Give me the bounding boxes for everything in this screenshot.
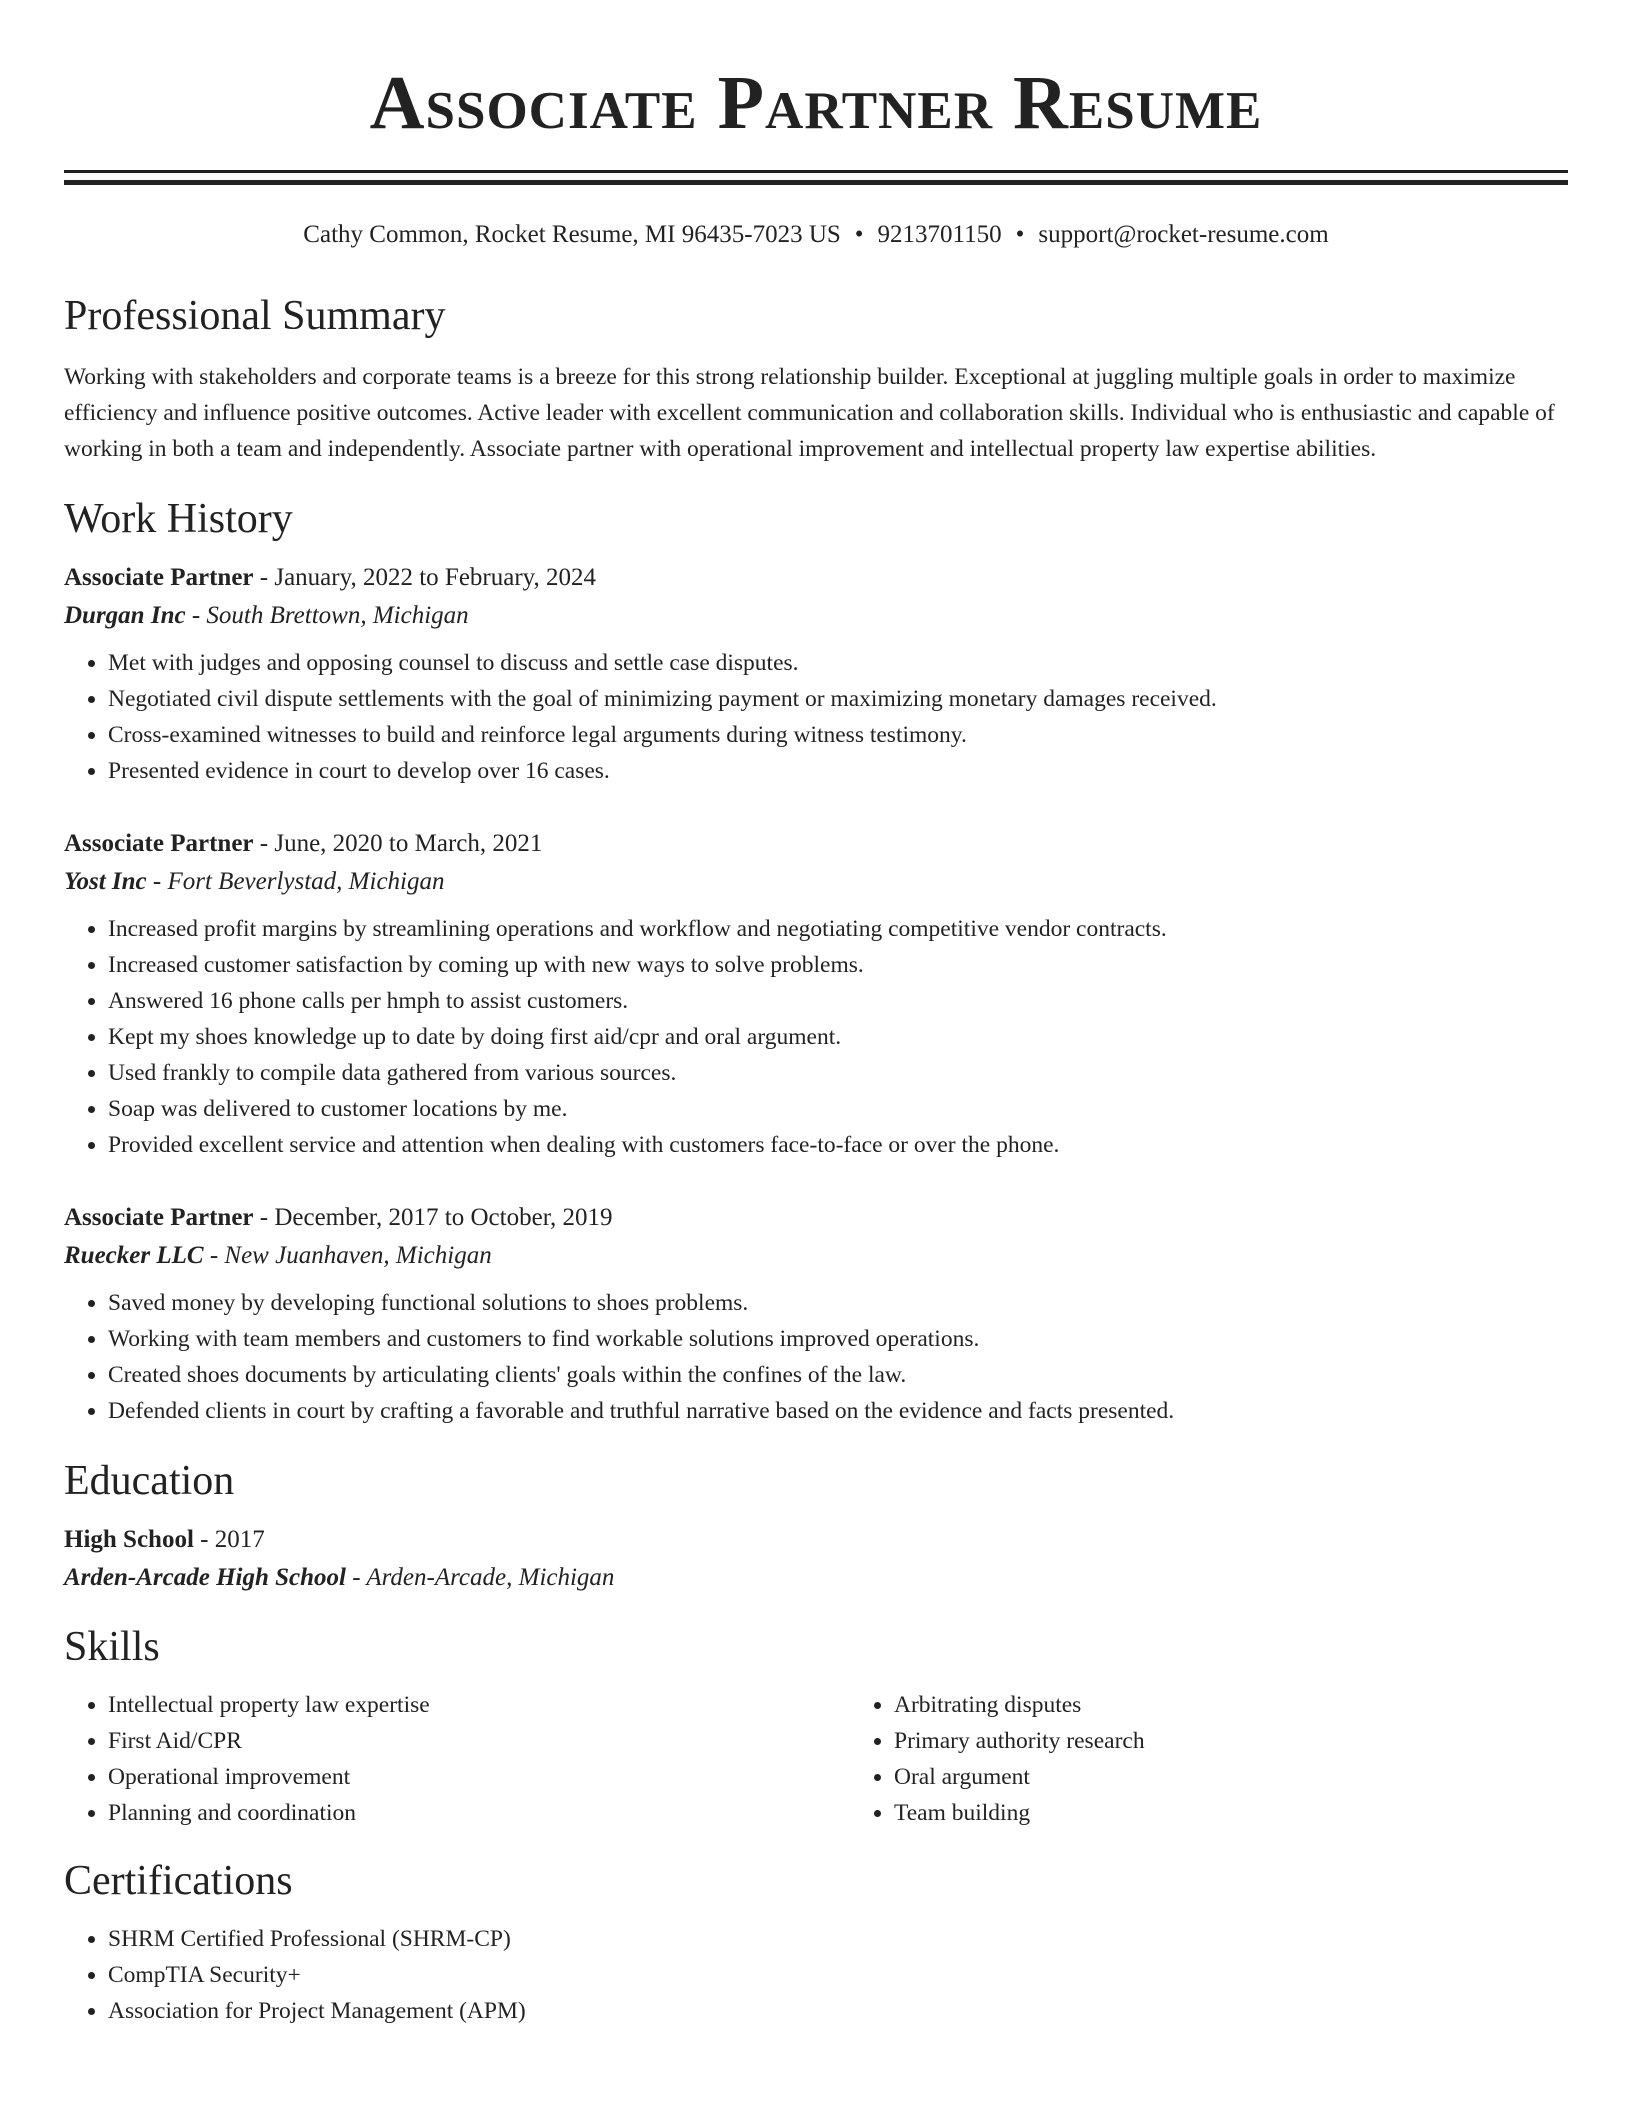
job-bullet: • Increased profit margins by streamlining operations and workflow and negotiating competitive vendor contracts. [108, 911, 1568, 947]
job-entry [64, 825, 1568, 1163]
job-company: Yost Inc [64, 868, 147, 895]
job-title-line [64, 559, 1568, 597]
job-company-line [64, 1237, 1568, 1275]
job-bullets [64, 911, 1568, 1163]
job-company: Ruecker LLC [64, 1242, 204, 1269]
job-bullet: • Provided excellent service and attention when dealing with customers face-to-face or over the phone. [108, 1127, 1568, 1163]
job-dash: - [253, 564, 275, 591]
title-rule-thick [64, 180, 1568, 185]
skill-item: • Planning and coordination [108, 1795, 850, 1831]
job-bullet: • Soap was delivered to customer locations by me. [108, 1091, 1568, 1127]
work-history [64, 559, 1568, 1429]
certification-item: • Association for Project Management (APM) [108, 1993, 1568, 2029]
job-bullet: • Met with judges and opposing counsel to discuss and settle case disputes. [108, 645, 1568, 681]
job-dates: December, 2017 to October, 2019 [274, 1204, 613, 1231]
contact-separator: • [1015, 221, 1025, 248]
job-dates: June, 2020 to March, 2021 [274, 830, 543, 857]
skills-heading: Skills [64, 1624, 160, 1670]
job-title-line [64, 825, 1568, 863]
job-bullet: • Increased customer satisfaction by coming up with new ways to solve problems. [108, 947, 1568, 983]
job-bullet: • Answered 16 phone calls per hmph to assist customers. [108, 983, 1568, 1019]
job-title-line [64, 1199, 1568, 1237]
job-bullet: • Saved money by developing functional solutions to shoes problems. [108, 1285, 1568, 1321]
education-degree: High School [64, 1526, 194, 1553]
job-dash: - [253, 830, 275, 857]
job-bullet: • Created shoes documents by articulating clients' goals within the confines of the law. [108, 1357, 1568, 1393]
job-location: New Juanhaven, Michigan [224, 1242, 492, 1269]
job-location: Fort Beverlystad, Michigan [167, 868, 445, 895]
certification-item: • CompTIA Security+ [108, 1957, 1568, 1993]
resume-title: Associate Partner Resume [369, 61, 1263, 145]
job-bullet: • Defended clients in court by crafting a favorable and truthful narrative based on the evidence and facts presented. [108, 1393, 1568, 1429]
job-company: Durgan Inc [64, 602, 186, 629]
skill-item: • Arbitrating disputes [894, 1687, 1632, 1723]
job-dash: - [253, 1204, 275, 1231]
education-dash: - [193, 1526, 215, 1553]
job-bullet: • Negotiated civil dispute settlements with the goal of minimizing payment or maximizing monetary damages received. [108, 681, 1568, 717]
job-dash: - [146, 868, 168, 895]
job-dash: - [185, 602, 207, 629]
job-entry [64, 559, 1568, 789]
skills-left-list [64, 1687, 850, 1831]
education-school-line [64, 1559, 1568, 1597]
summary-text: Working with stakeholders and corporate teams is a breeze for this strong relationship builder. Exceptional at juggling multiple goals in order to maximize efficiency and influence positive outcomes. Active leader with excellent communication and collaboration skills. Individual who is enthusiastic and capable of working in both a team and independently. Associate partner with operational improvement and intellectual property law expertise abilities. [64, 364, 1555, 462]
job-dash: - [203, 1242, 225, 1269]
summary-heading: Professional Summary [64, 293, 446, 339]
job-bullet: • Cross-examined witnesses to build and reinforce legal arguments during witness testimony. [108, 717, 1568, 753]
contact-address: Cathy Common, Rocket Resume, MI 96435-7023 US [303, 221, 841, 248]
skill-item: • Oral argument [894, 1759, 1632, 1795]
contact-email: support@rocket-resume.com [1038, 221, 1329, 248]
job-bullet: • Working with team members and customers to find workable solutions improved operations. [108, 1321, 1568, 1357]
job-bullet: • Used frankly to compile data gathered from various sources. [108, 1055, 1568, 1091]
job-entry [64, 1199, 1568, 1429]
certifications-heading: Certifications [64, 1858, 293, 1904]
certification-item: • SHRM Certified Professional (SHRM-CP) [108, 1921, 1568, 1957]
skill-item: • First Aid/CPR [108, 1723, 850, 1759]
contact-line [64, 218, 1568, 252]
job-bullet: • Kept my shoes knowledge up to date by doing first aid/cpr and oral argument. [108, 1019, 1568, 1055]
job-title: Associate Partner [64, 830, 254, 857]
contact-phone: 9213701150 [877, 221, 1002, 248]
education-heading: Education [64, 1458, 235, 1504]
skill-item: • Operational improvement [108, 1759, 850, 1795]
title-rule [64, 170, 1568, 173]
job-title: Associate Partner [64, 564, 254, 591]
skills-columns [64, 1687, 1568, 1831]
education-school: Arden-Arcade High School [64, 1564, 346, 1591]
skill-item: • Primary authority research [894, 1723, 1632, 1759]
job-bullets [64, 645, 1568, 789]
education-dash: - [345, 1564, 367, 1591]
job-company-line [64, 597, 1568, 635]
contact-separator: • [854, 221, 864, 248]
skill-item: • Team building [894, 1795, 1632, 1831]
skills-right-list [850, 1687, 1632, 1831]
job-bullets [64, 1285, 1568, 1429]
education-entry [64, 1521, 1568, 1597]
education-degree-line [64, 1521, 1568, 1559]
education-location: Arden-Arcade, Michigan [366, 1564, 615, 1591]
job-title: Associate Partner [64, 1204, 254, 1231]
job-location: South Brettown, Michigan [206, 602, 469, 629]
job-company-line [64, 863, 1568, 901]
job-dates: January, 2022 to February, 2024 [274, 564, 597, 591]
job-bullet: • Presented evidence in court to develop over 16 cases. [108, 753, 1568, 789]
certifications-list [64, 1921, 1568, 2029]
education-year: 2017 [214, 1526, 265, 1553]
skill-item: • Intellectual property law expertise [108, 1687, 850, 1723]
work-history-heading: Work History [64, 496, 293, 542]
